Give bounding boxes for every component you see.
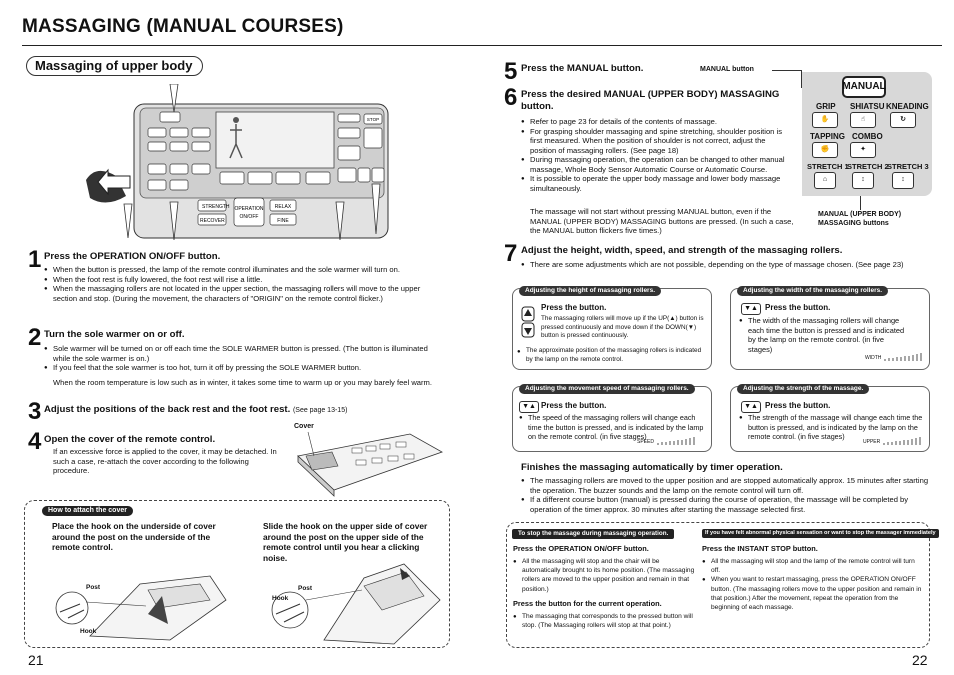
stop-right-h1: Press the INSTANT STOP button. — [702, 544, 818, 553]
stretch1-label: STRETCH 1 — [807, 162, 849, 171]
manual-upper-label — [818, 210, 901, 228]
adjust-speed-box — [512, 386, 712, 452]
finish-heading: Finishes the massaging automatically by timer operation. — [521, 462, 783, 473]
tapping-icon: ✊ — [820, 145, 830, 153]
step-2-bullets — [44, 344, 444, 373]
page-number-left: 21 — [28, 652, 44, 668]
stop-right-bullets — [702, 557, 922, 612]
adjust-height-text: The massaging rollers will move up if the UP(▲) button is pressed continuously and move down if the DOWN(▼) button is pressed continuously. — [541, 315, 704, 340]
list-item: ● There are some adjustments which are not possible, depending on the type of massage chosen. (See page 23) — [521, 260, 935, 270]
adjust-height-header: Adjusting the height of massaging rollers. — [519, 286, 661, 296]
list-item: ● For grasping shoulder massaging and spine stretching, shoulder position is first measured. When the position of shoulder is not correct, adjust the position of massaging rollers. (See page 18) — [521, 127, 793, 156]
width-scale — [865, 353, 923, 361]
list-item: ● The strength of the massage will change each time the button is pressed, and is indicated by the lamp on the remote control. (in five stages) — [739, 413, 927, 442]
hook-label-right: Hook — [272, 595, 289, 602]
stretch2-icon: ↕ — [861, 176, 865, 184]
step-6-bullets — [521, 117, 793, 193]
page-title: MASSAGING (MANUAL COURSES) — [22, 16, 344, 37]
svg-text:ON/OFF: ON/OFF — [239, 214, 259, 220]
speed-scale-label: SPEED — [637, 439, 654, 445]
kneading-icon: ↻ — [900, 115, 906, 123]
adjust-width-bullets — [739, 316, 909, 354]
list-item: ● Refer to page 23 for details of the contents of massage. — [521, 117, 793, 127]
list-item: ● The width of the massaging rollers will change each time the button is pressed and is indicated by the lamp on the remote control. (in five stages) — [739, 316, 909, 354]
tapping-button[interactable] — [812, 142, 838, 158]
adjust-speed-header: Adjusting the movement speed of massaging rollers. — [519, 384, 695, 394]
combo-icon: ✦ — [860, 145, 866, 153]
step-6-heading: Press the desired MANUAL (UPPER BODY) MASSAGING button. — [521, 89, 780, 112]
fine-label: FINE — [277, 218, 289, 224]
stop-label: STOP — [366, 117, 380, 122]
page-number-right: 22 — [912, 652, 928, 668]
step-6-note: The massage will not start without pressing MANUAL button, even if the MANUAL (UPPER BODY) MASSAGING buttons are pressed. (In such a case, the MANUAL button flickers five times.) — [530, 207, 794, 235]
step-7-heading: Adjust the height, width, speed, and strength of the massaging rollers. — [521, 245, 843, 256]
step-1-bullets — [44, 265, 444, 303]
list-item: ● When the massaging rollers are not located in the upper section, the massaging rollers will move to the upper section and stop. (During the movement, the characters of "ORIGIN" on the remote control flicker.) — [44, 284, 444, 303]
manual-panel — [802, 72, 932, 196]
stop-right-header: If you have felt abnormal physical sensation or want to stop the massager immediately — [702, 529, 939, 538]
adjust-height-press: Press the button. — [541, 303, 607, 312]
stop-left-b1 — [513, 557, 699, 594]
upper-scale-label: UPPER — [863, 439, 881, 445]
stretch1-icon: ⌂ — [822, 176, 828, 184]
kneading-label: KNEADING — [886, 102, 929, 111]
shiatsu-icon: ☝ — [860, 115, 866, 123]
attach-cover-header: How to attach the cover — [42, 506, 133, 516]
svg-text:OPERATION: OPERATION — [234, 206, 264, 212]
kneading-button[interactable] — [890, 112, 916, 128]
step-5-number: 5 — [504, 58, 518, 85]
attach-right-text: Slide the hook on the upper side of cover around the post on the upper side of the remote control until you hear a clicking noise. — [263, 521, 428, 563]
grip-icon: ✋ — [820, 115, 830, 123]
stretch3-label: STRETCH 3 — [887, 162, 929, 171]
adjust-speed-press: Press the button. — [541, 401, 607, 410]
list-item: ● When you want to restart massaging, press the OPERATION ON/OFF button. (The massaging rollers move to the upper position and remain in that position.) After the movement, repeat the operation from the beginning of each massage. — [702, 575, 922, 612]
stretch1-button[interactable] — [814, 172, 836, 189]
list-item: ● During massaging operation, the operation can be changed to other manual massage, Whole Body Sensor Automatic Course or Automatic Course. — [521, 155, 793, 174]
adjust-width-press: Press the button. — [765, 303, 831, 312]
step-7-bullets — [521, 260, 935, 270]
post-label-right: Post — [298, 585, 313, 592]
section-heading: Massaging of upper body — [26, 56, 203, 76]
list-item: ● Sole warmer will be turned on or off each time the SOLE WARMER button is pressed. (The button is illuminated while the sole warmer is on.) — [44, 344, 444, 363]
adjust-height-box — [512, 288, 712, 370]
step-2-number: 2 — [28, 324, 42, 351]
step-1-number: 1 — [28, 246, 42, 273]
shiatsu-label: SHIATSU — [850, 102, 885, 111]
stop-left-b2 — [513, 612, 699, 630]
list-item: ● If you feel that the sole warmer is too hot, turn it off by pressing the SOLE WARMER button. — [44, 363, 444, 373]
grip-button[interactable] — [812, 112, 838, 128]
step-6-number: 6 — [504, 84, 518, 111]
stop-left-header: To stop the massage during massaging operation. — [512, 529, 674, 539]
stop-left-h1: Press the OPERATION ON/OFF button. — [513, 544, 649, 553]
stretch3-button[interactable] — [892, 172, 914, 189]
adjust-width-header: Adjusting the width of the massaging rollers. — [737, 286, 888, 296]
step-4-text: If an excessive force is applied to the cover, it may be detached. In such a case, re-attach the cover according to the following procedure. — [53, 447, 277, 475]
step-7-number: 7 — [504, 240, 518, 267]
step-4-heading: Open the cover of the remote control. — [44, 434, 216, 445]
list-item: ● The speed of the massaging rollers will change each time the button is pressed, and is indicated by the lamp on the remote control. (in five stages) — [519, 413, 709, 442]
stretch2-label: STRETCH 2 — [847, 162, 889, 171]
step-2-heading: Turn the sole warmer on or off. — [44, 329, 185, 340]
grip-label: GRIP — [816, 102, 836, 111]
adjust-height-bullets — [517, 347, 707, 364]
width-scale-label: WIDTH — [865, 355, 882, 361]
list-item: ● If a different course button (manual) is pressed during the course of operation, the massage will be completed by operation of the timer approx. 30 minutes after starting the massage selected first. — [521, 495, 933, 514]
manual-upper-line1: MANUAL (UPPER BODY) — [818, 211, 902, 218]
relax-label: RELAX — [274, 204, 292, 210]
adjust-width-box — [730, 288, 930, 370]
step-3-number: 3 — [28, 398, 42, 425]
recover-label: RECOVER — [200, 218, 225, 224]
stretch2-button[interactable] — [852, 172, 874, 189]
adjust-strength-box — [730, 386, 930, 452]
speed-button[interactable]: ▼▲ — [519, 401, 539, 413]
list-item: ● The approximate position of the massaging rollers is indicated by the lamp on the remote control. — [517, 347, 707, 364]
stop-left-h2: Press the button for the current operation. — [513, 599, 662, 608]
step-3-text: Adjust the positions of the back rest and the foot rest. — [44, 404, 291, 415]
speed-scale — [637, 437, 696, 445]
adjust-strength-header: Adjusting the strength of the massage. — [737, 384, 869, 394]
list-item: ● When the foot rest is fully lowered, the foot rest will rise a little. — [44, 275, 444, 285]
cover-illustration — [292, 430, 446, 498]
list-item: ● When the button is pressed, the lamp of the remote control illuminates and the sole warmer will turn on. — [44, 265, 444, 275]
attach-left-illustration — [50, 574, 230, 644]
width-button[interactable]: ▼▲ — [741, 303, 761, 315]
combo-label: COMBO — [852, 132, 883, 141]
step-4-number: 4 — [28, 428, 42, 455]
attach-left-text: Place the hook on the underside of cover around the post on the underside of the remote control. — [52, 521, 216, 552]
step-2-note: When the room temperature is low such as in winter, it takes some time to warm up or you may barely feel warm. — [53, 378, 432, 387]
list-item: ● The massaging that corresponds to the pressed button will stop. (The Massaging rollers will stop at that point.) — [513, 612, 699, 630]
shiatsu-button[interactable] — [850, 112, 876, 128]
upper-scale — [863, 437, 922, 445]
list-item: ● All the massaging will stop and the lamp of the remote control will turn off. — [702, 557, 922, 575]
post-label-left: Post — [86, 584, 101, 591]
manual-upper-line2: MASSAGING buttons — [818, 220, 889, 227]
step-1-heading: Press the OPERATION ON/OFF button. — [44, 251, 221, 262]
attach-right-illustration — [264, 560, 444, 646]
step-3-ref: (See page 13-15) — [292, 407, 348, 414]
step-5-heading: Press the MANUAL button. — [521, 63, 644, 74]
manual-button[interactable]: MANUAL — [842, 76, 886, 98]
list-item: ● It is possible to operate the upper body massage and lower body massage simultaneously. — [521, 174, 793, 193]
strength-button[interactable]: ▼▲ — [741, 401, 761, 413]
step-3-heading — [44, 404, 347, 416]
finish-bullets — [521, 476, 933, 514]
tapping-label: TAPPING — [810, 132, 845, 141]
adjust-height-icon — [519, 299, 537, 339]
manual-upper-callout — [860, 196, 861, 210]
cover-label: Cover — [294, 423, 314, 430]
list-item: ● All the massaging will stop and the chair will be automatically brought to its home position. (The massaging rollers are moved to the upper position and remain in that position.) — [513, 557, 699, 594]
stretch3-icon: ↕ — [901, 176, 905, 184]
title-rule — [22, 45, 942, 46]
list-item: ● The massaging rollers are moved to the upper position and are stopped automatically approx. 15 minutes after starting the operation. The buzzer sounds and the lamp on the remote control will turn off. — [521, 476, 933, 495]
manual-button-label: MANUAL button — [700, 66, 754, 73]
remote-illustration — [86, 84, 392, 242]
hook-label-left: Hook — [80, 628, 97, 635]
manual-callout-line — [772, 70, 802, 71]
combo-button[interactable] — [850, 142, 876, 158]
strength-label: STRENGTH — [202, 204, 230, 210]
adjust-strength-press: Press the button. — [765, 401, 831, 410]
